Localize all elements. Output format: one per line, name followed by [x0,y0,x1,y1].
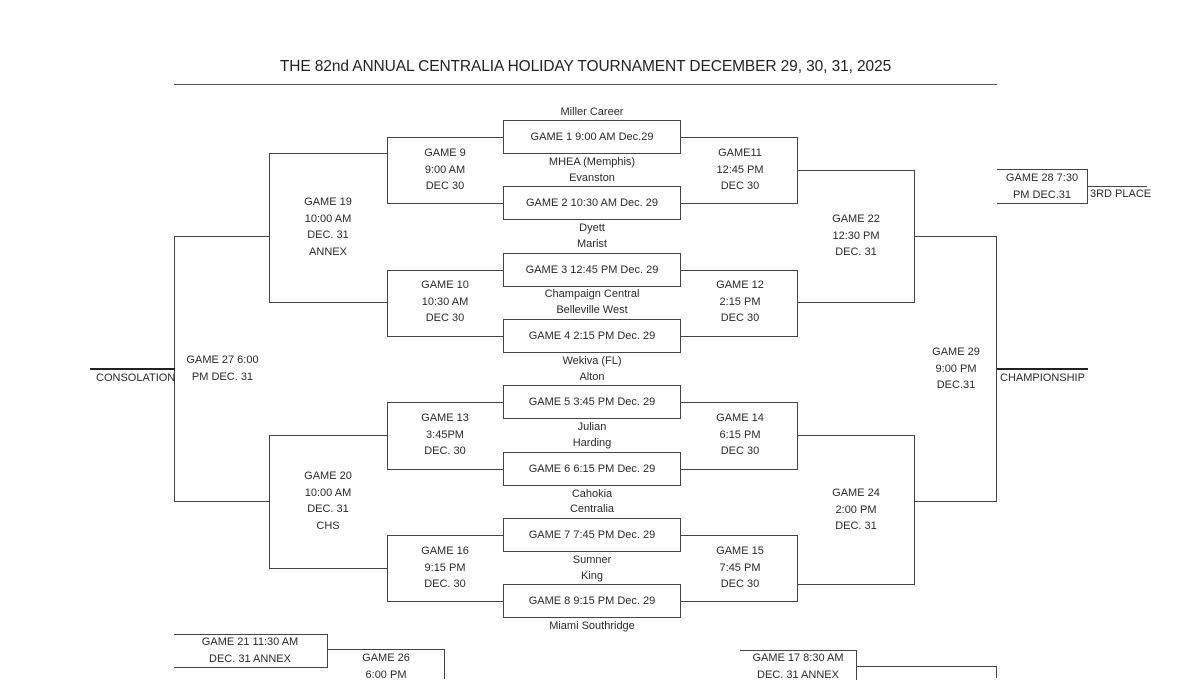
bracket-line [387,270,503,271]
bracket-line [797,302,915,303]
bracket-line [996,666,997,678]
bracket-line [681,270,798,271]
bracket-line [797,535,798,602]
team-name: Marist [577,238,607,250]
game-17-label: GAME 17 8:30 AM DEC. 31 ANNEX [752,652,844,681]
bracket-line [269,302,387,303]
game-14-label: GAME 14 6:15 PM DEC 30 [716,412,764,457]
game-6-box [503,452,681,486]
game-24-label: GAME 24 2:00 PM DEC. 31 [832,487,880,532]
bracket-line [387,203,503,204]
game-7-box [503,518,681,552]
team-name: Sumner [572,554,612,566]
game-3-label: GAME 3 12:45 PM Dec. 29 [525,264,659,276]
tournament-title: THE 82nd ANNUAL CENTRALIA HOLIDAY TOURNAMENT DECEMBER 29, 30, 31, 2025 [279,58,892,75]
consolation-label: CONSOLATION [96,372,176,384]
bracket-line [387,137,503,138]
championship-result-line [997,368,1088,370]
game-1-label: GAME 1 9:00 AM Dec.29 [530,131,654,143]
bracket-line [797,435,915,436]
game-26-label: GAME 26 6:00 PM [362,652,410,681]
game-12-label: GAME 12 2:15 PM DEC 30 [716,279,764,324]
team-name: Belleville West [556,304,628,316]
bracket-line [856,666,997,667]
game-9-label: GAME 9 9:00 AM DEC 30 [424,147,466,192]
game-8-label: GAME 8 9:15 PM Dec. 29 [528,595,656,607]
bracket-line [387,336,503,337]
bracket-line [387,601,503,602]
team-name: Centralia [569,503,615,515]
team-name: Julian [577,421,607,433]
bracket-line [269,435,387,436]
bracket-line [914,435,915,585]
title-rule [174,84,997,85]
bracket-line [914,236,997,237]
game-20-label: GAME 20 10:00 AM DEC. 31 CHS [304,470,352,532]
game-5-box [503,385,681,419]
bracket-line [914,501,997,502]
team-name: Wekiva (FL) [562,355,622,367]
bracket-line [997,203,1087,204]
bracket-line [174,501,269,502]
bracket-line [327,634,328,668]
game-28-label: GAME 28 7:30 PM DEC.31 [1005,172,1079,201]
bracket-line [797,584,915,585]
bracket-line [269,435,270,569]
bracket-line [387,535,388,602]
game-7-label: GAME 7 7:45 PM Dec. 29 [528,529,656,541]
bracket-line [681,535,798,536]
game-11-label: GAME11 12:45 PM DEC 30 [716,147,764,192]
bracket-line [797,170,915,171]
bracket-line [681,336,798,337]
bracket-line [387,402,388,470]
game-8-box [503,584,681,618]
bracket-line [387,137,388,204]
bracket-line [387,402,503,403]
team-name: Alton [579,371,605,383]
team-name: Dyett [579,222,605,234]
bracket-line [174,236,269,237]
bracket-line [856,650,857,680]
bracket-line [681,137,798,138]
game-13-label: GAME 13 3:45PM DEC. 30 [421,412,469,457]
bracket-line [681,469,798,470]
championship-label: CHAMPIONSHIP [1000,372,1085,384]
game-21-label: GAME 21 11:30 AM DEC. 31 ANNEX [201,636,299,665]
bracket-line [269,153,270,303]
bracket-line [681,601,798,602]
game-16-label: GAME 16 9:15 PM DEC. 30 [421,545,469,590]
game-2-box [503,186,681,220]
bracket-line [387,469,503,470]
bracket-line [174,667,328,668]
third-place-label: 3RD PLACE [1090,188,1152,200]
game-10-label: GAME 10 10:30 AM DEC 30 [421,279,469,324]
bracket-line [681,402,798,403]
bracket-line [269,568,387,569]
game-6-label: GAME 6 6:15 PM Dec. 29 [528,463,656,475]
game-2-label: GAME 2 10:30 AM Dec. 29 [525,197,659,209]
game-19-label: GAME 19 10:00 AM DEC. 31 ANNEX [304,196,352,258]
bracket-line [797,270,798,337]
bracket-line [269,153,387,154]
team-name: Miller Career [560,106,624,118]
game-4-box [503,319,681,353]
game-5-label: GAME 5 3:45 PM Dec. 29 [528,396,656,408]
bracket-line [387,535,503,536]
team-name: Harding [572,437,612,449]
team-name: Champaign Central [544,288,640,300]
team-name: Cahokia [571,488,613,500]
team-name: King [580,570,604,582]
game-1-box [503,120,681,154]
bracket-line [387,270,388,337]
consolation-result-line [90,368,175,370]
game-15-label: GAME 15 7:45 PM DEC 30 [716,545,764,590]
bracket-line [681,203,798,204]
team-name: Evanston [569,172,615,184]
game-3-box [503,253,681,287]
game-22-label: GAME 22 12:30 PM DEC. 31 [832,213,880,258]
game-29-label: GAME 29 9:00 PM DEC.31 [932,346,980,391]
game-4-label: GAME 4 2:15 PM Dec. 29 [528,330,656,342]
game-27-label: GAME 27 6:00 PM DEC. 31 [186,354,259,383]
team-name: MHEA (Memphis) [548,156,636,168]
team-name: Miami Southridge [549,620,635,632]
